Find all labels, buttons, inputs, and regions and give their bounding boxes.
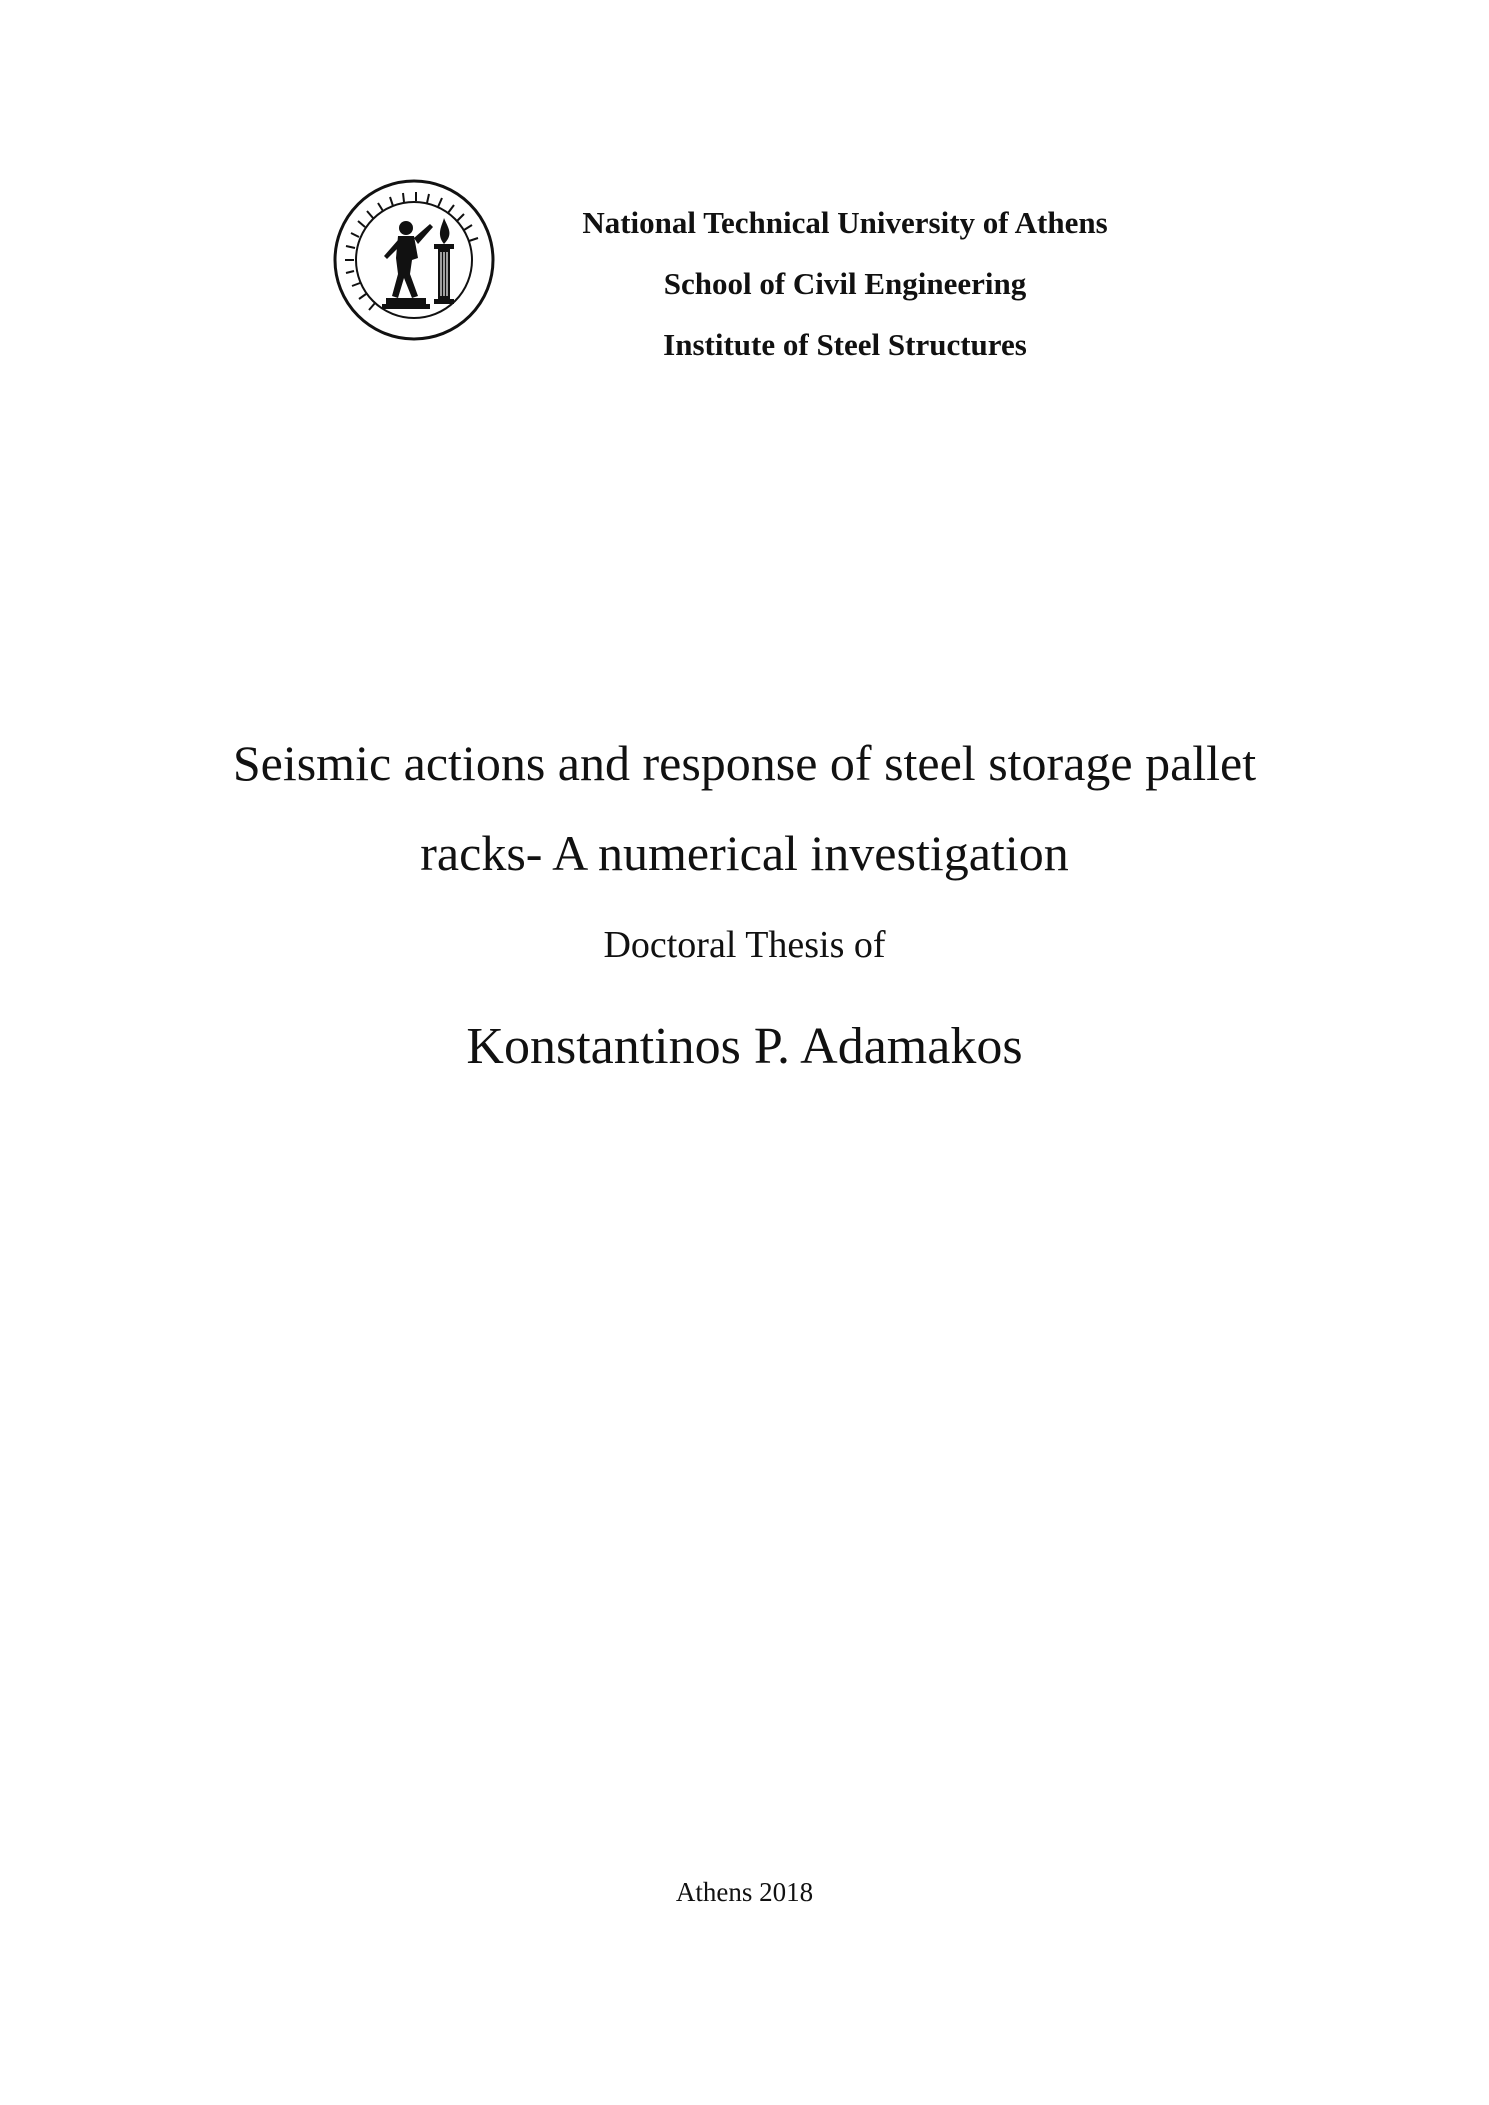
thesis-title bbox=[150, 718, 1339, 898]
institute-name: Institute of Steel Structures bbox=[663, 327, 1027, 362]
thesis-title-line-2: racks- A numerical investigation bbox=[420, 825, 1069, 881]
author-name: Konstantinos P. Adamakos bbox=[466, 1018, 1023, 1075]
university-seal-icon bbox=[332, 178, 496, 342]
institution-block bbox=[520, 192, 1170, 375]
school-name: School of Civil Engineering bbox=[663, 266, 1027, 301]
place-and-year: Athens 2018 bbox=[675, 1877, 814, 1907]
thesis-type: Doctoral Thesis of bbox=[603, 924, 886, 966]
thesis-title-line-1: Seismic actions and response of steel storage pallet bbox=[232, 735, 1257, 791]
university-name: National Technical University of Athens bbox=[582, 205, 1108, 240]
